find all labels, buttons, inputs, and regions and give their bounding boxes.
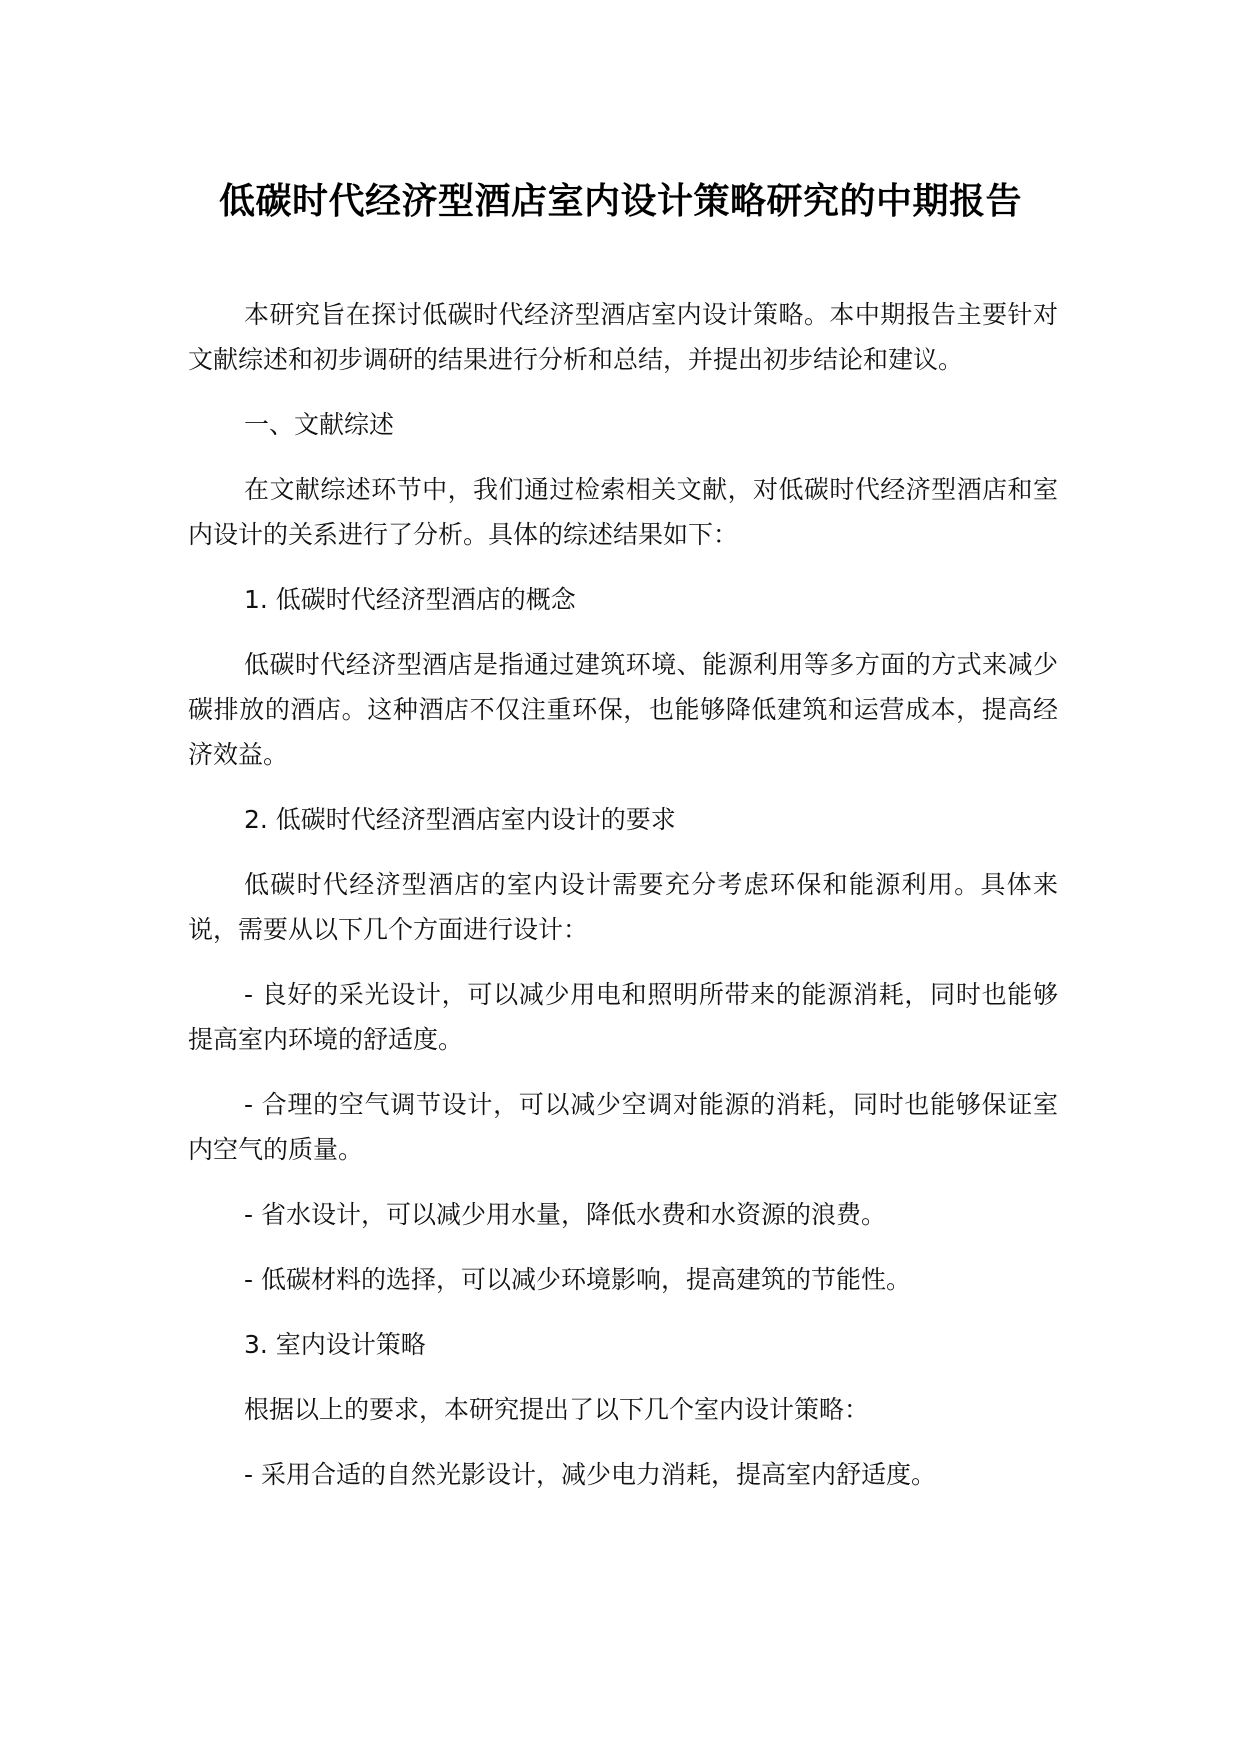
paragraph-intro: 本研究旨在探讨低碳时代经济型酒店室内设计策略。本中期报告主要针对文献综述和初步调研的结果进行分析和总结，并提出初步结论和建议。 xyxy=(188,300,1058,374)
list-item-natural-light: - 采用合适的自然光影设计，减少电力消耗，提高室内舒适度。 xyxy=(244,1460,936,1489)
list-item-lighting: - 良好的采光设计，可以减少用电和照明所带来的能源消耗，同时也能够提高室内环境的舒适度。 xyxy=(188,980,1058,1054)
subheading-strategies: 3. 室内设计策略 xyxy=(244,1330,426,1359)
list-item-materials: - 低碳材料的选择，可以减少环境影响，提高建筑的节能性。 xyxy=(244,1265,911,1294)
list-item-air-conditioning: - 合理的空气调节设计，可以减少空调对能源的消耗，同时也能够保证室内空气的质量。 xyxy=(188,1090,1058,1164)
paragraph-requirements: 低碳时代经济型酒店的室内设计需要充分考虑环保和能源利用。具体来说，需要从以下几个方面进行设计： xyxy=(188,870,1058,944)
document-title: 低碳时代经济型酒店室内设计策略研究的中期报告 xyxy=(218,181,1022,222)
list-item-water-saving: - 省水设计，可以减少用水量，降低水费和水资源的浪费。 xyxy=(244,1200,886,1229)
subheading-requirements: 2. 低碳时代经济型酒店室内设计的要求 xyxy=(244,805,676,834)
paragraph-literature-review: 在文献综述环节中，我们通过检索相关文献，对低碳时代经济型酒店和室内设计的关系进行了分析。具体的综述结果如下： xyxy=(188,475,1058,549)
subheading-concept: 1. 低碳时代经济型酒店的概念 xyxy=(244,585,576,614)
section-heading-literature-review: 一、文献综述 xyxy=(244,410,395,439)
paragraph-strategies: 根据以上的要求，本研究提出了以下几个室内设计策略： xyxy=(244,1395,870,1424)
paragraph-concept: 低碳时代经济型酒店是指通过建筑环境、能源利用等多方面的方式来减少碳排放的酒店。这种酒店不仅注重环保，也能够降低建筑和运营成本，提高经济效益。 xyxy=(188,650,1058,769)
document-body xyxy=(188,292,1058,1517)
